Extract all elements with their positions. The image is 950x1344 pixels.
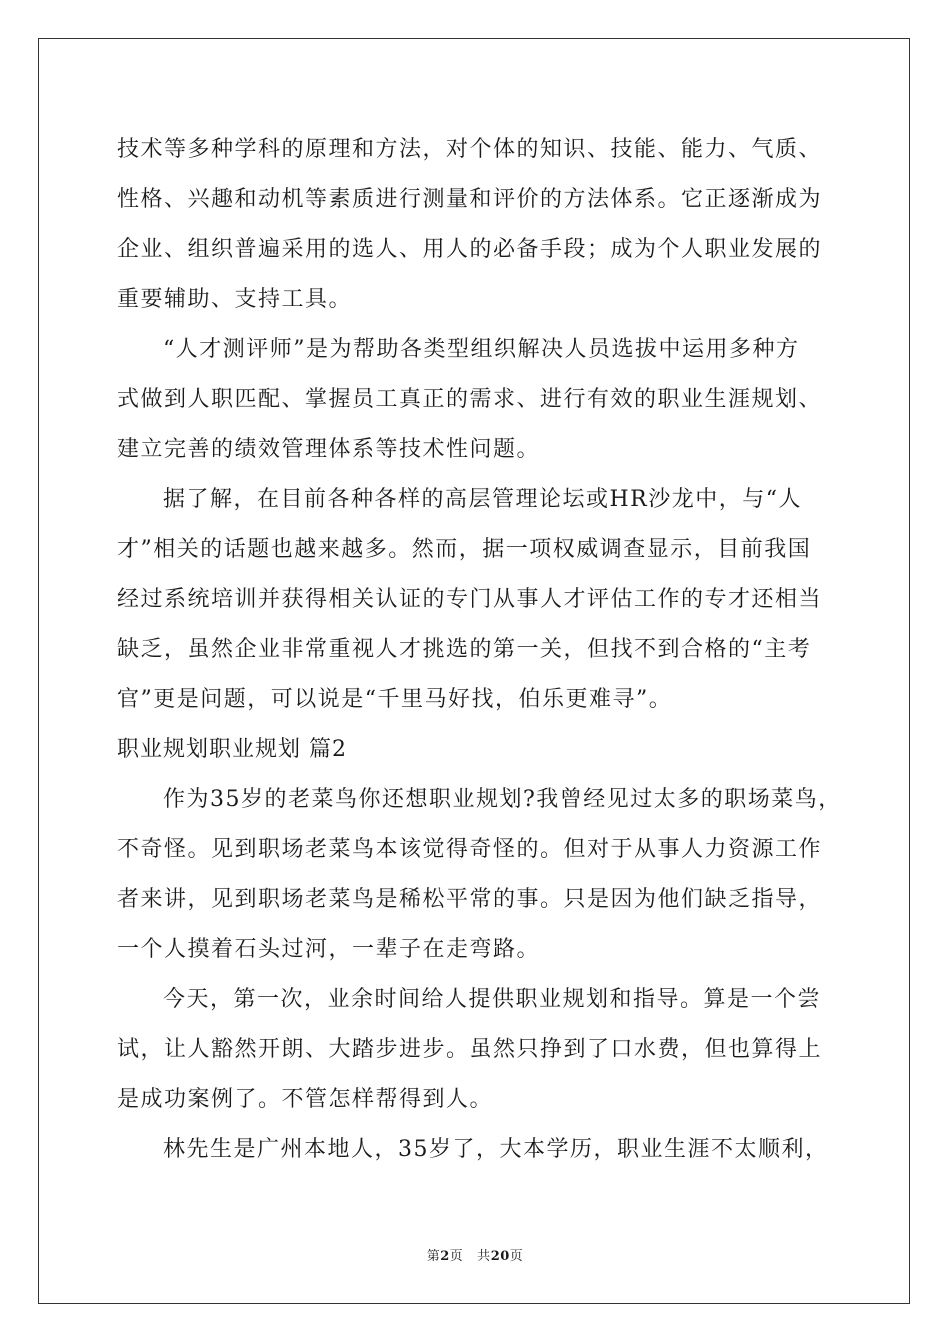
text-line: 式做到人职匹配、掌握员工真正的需求、进行有效的职业生涯规划、 <box>117 387 823 412</box>
text-line: 经过系统培训并获得相关认证的专门从事人才评估工作的专才还相当 <box>117 587 823 612</box>
section-heading: 职业规划职业规划 篇2 <box>117 737 347 762</box>
text-line: 者来讲，见到职场老菜鸟是稀松平常的事。只是因为他们缺乏指导， <box>117 887 823 912</box>
paragraph <box>117 775 842 975</box>
text-line: “人才测评师”是为帮助各类型组织解决人员选拔中运用多种方 <box>163 337 800 362</box>
text-line: 重要辅助、支持工具。 <box>117 287 353 312</box>
footer-total-prefix: 共 <box>477 1249 491 1264</box>
text-line: 性格、兴趣和动机等素质进行测量和评价的方法体系。它正逐渐成为 <box>117 187 823 212</box>
footer-prefix: 第 <box>426 1249 441 1264</box>
paragraph <box>117 975 835 1125</box>
paragraph <box>117 1125 835 1175</box>
document-body <box>117 125 842 1175</box>
text-line: 企业、组织普遍采用的选人、用人的必备手段；成为个人职业发展的 <box>117 237 823 262</box>
text-line: 缺乏，虽然企业非常重视人才挑选的第一关，但找不到合格的“主考 <box>117 637 812 662</box>
total-pages-number: 20 <box>490 1249 510 1264</box>
text-line: 今天，第一次，业余时间给人提供职业规划和指导。算是一个尝 <box>163 987 822 1012</box>
text-line: 技术等多种学科的原理和方法，对个体的知识、技能、能力、气质、 <box>117 137 823 162</box>
text-line: 据了解，在目前各种各样的高层管理论坛或HR沙龙中，与“人 <box>163 487 802 512</box>
text-line: 是成功案例了。不管怎样帮得到人。 <box>117 1087 494 1112</box>
text-line: 建立完善的绩效管理体系等技术性问题。 <box>117 437 541 462</box>
paragraph <box>117 325 835 475</box>
text-line: 作为35岁的老菜鸟你还想职业规划?我曾经见过太多的职场菜鸟， <box>163 787 842 812</box>
text-line: 官”更是问题，可以说是“千里马好找，伯乐更难寻”。 <box>117 687 673 712</box>
footer-total-suffix: 页 <box>509 1249 524 1264</box>
text-line: 不奇怪。见到职场老菜鸟本该觉得奇怪的。但对于从事人力资源工作 <box>117 837 823 862</box>
text-line: 一个人摸着石头过河，一辈子在走弯路。 <box>117 937 541 962</box>
text-line: 才”相关的话题也越来越多。然而，据一项权威调查显示，目前我国 <box>117 537 812 562</box>
page-footer <box>0 1245 950 1264</box>
footer-page-word: 页 <box>449 1249 464 1264</box>
paragraph <box>117 475 835 725</box>
text-line: 试，让人豁然开朗、大踏步进步。虽然只挣到了口水费，但也算得上 <box>117 1037 823 1062</box>
text-line: 林先生是广州本地人，35岁了，大本学历，职业生涯不太顺利， <box>163 1137 829 1162</box>
current-page-number: 2 <box>440 1249 450 1264</box>
paragraph <box>117 125 835 325</box>
